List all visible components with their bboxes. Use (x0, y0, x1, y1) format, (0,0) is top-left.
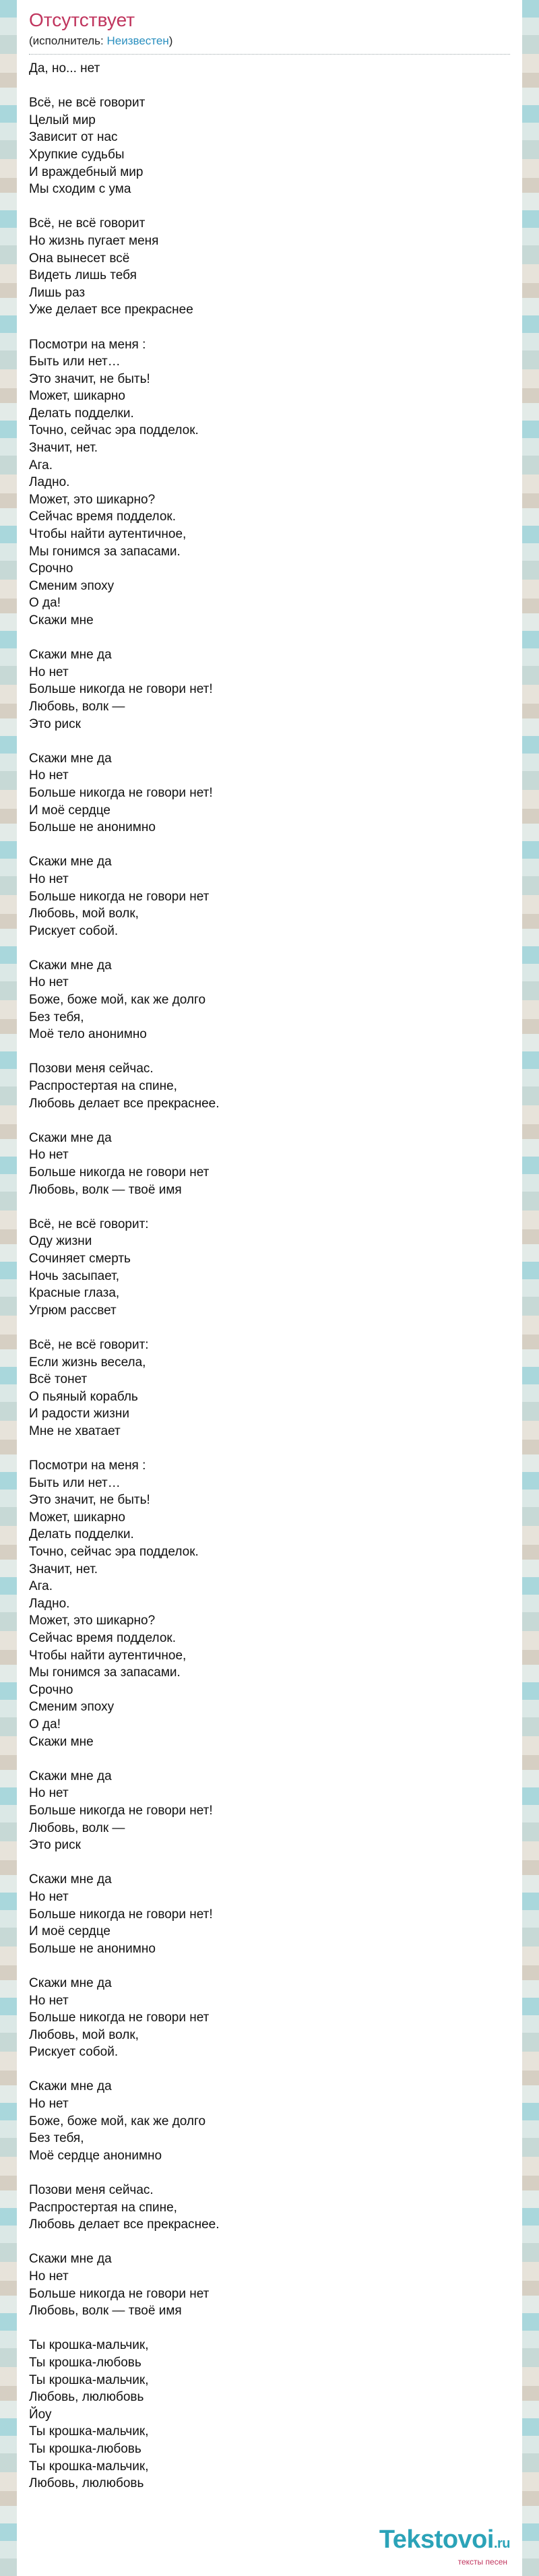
lyrics-line: О да! (29, 1717, 61, 1731)
lyrics-line: Сейчас время подделок. (29, 510, 177, 524)
lyrics-line: Но нет (29, 1148, 69, 1163)
lyrics-line: Мы гонимся за запасами. (29, 544, 181, 559)
lyrics-line: И радости жизни (29, 1407, 129, 1421)
lyrics-line: Любовь, волк — (29, 1820, 125, 1835)
lyrics-line: Уже делает все прекраснее (29, 303, 193, 317)
artist-prefix: (исполнитель: (29, 34, 107, 47)
lyrics-line: Мне не хватает (29, 1423, 121, 1438)
lyrics-stanza (29, 2078, 510, 2164)
lyrics-stanza (29, 1216, 510, 1320)
lyrics-line: Ты крошка-мальчик, (29, 2338, 149, 2353)
lyrics-line: Больше не анонимно (29, 1941, 156, 1956)
lyrics-line: Оду жизни (29, 1234, 92, 1249)
lyrics-line: Но нет (29, 975, 69, 990)
lyrics-line: Ты крошка-любовь (29, 2441, 141, 2456)
lyrics-line: Зависит от нас (29, 130, 118, 145)
lyrics-stanza (29, 60, 510, 78)
lyrics-line: Сменим эпоху (29, 1700, 115, 1715)
lyrics-line: Но нет (29, 1889, 69, 1904)
lyrics-line: Это риск (29, 1838, 81, 1853)
lyrics-line: Чтобы найти аутентичное, (29, 527, 187, 542)
lyrics-line: Скажи мне да (29, 1769, 112, 1783)
lyrics-line: Делать подделки. (29, 1527, 134, 1542)
logo-wordmark (379, 2526, 510, 2557)
lyrics-stanza (29, 1975, 510, 2061)
lyrics-line: Моё сердце анонимно (29, 2148, 162, 2163)
lyrics-body (17, 55, 522, 2492)
lyrics-line: Любовь делает все прекраснее. (29, 1096, 220, 1111)
lyrics-line: Распростертая на спине, (29, 2200, 177, 2215)
lyrics-stanza (29, 957, 510, 1043)
lyrics-line: Ты крошка-любовь (29, 2355, 141, 2370)
lyrics-line: Любовь, люлюбовь (29, 2476, 144, 2491)
lyrics-stanza (29, 1871, 510, 1957)
lyrics-line: Но нет (29, 871, 69, 886)
lyrics-line: Рискует собой. (29, 923, 119, 938)
song-header (17, 0, 522, 55)
lyrics-line: Любовь, мой волк, (29, 2027, 139, 2042)
lyrics-line: Больше никогда не говори нет! (29, 1907, 213, 1922)
lyrics-line: Ты крошка-мальчик, (29, 2372, 149, 2387)
lyrics-line: Моё тело анонимно (29, 1027, 147, 1042)
lyrics-line: Скажи мне да (29, 2079, 112, 2094)
lyrics-line: Больше никогда не говори нет (29, 2286, 210, 2301)
lyrics-stanza (29, 1768, 510, 1854)
lyrics-line: Посмотри на меня : (29, 337, 146, 352)
lyrics-line: Больше никогда не говори нет! (29, 1803, 213, 1818)
lyrics-line: Если жизнь весела, (29, 1355, 146, 1370)
lyrics-line: Может, это шикарно? (29, 492, 156, 507)
lyrics-line: Больше никогда не говори нет (29, 2011, 210, 2025)
lyrics-line: Ладно. (29, 1596, 70, 1611)
lyrics-line: Значит, нет. (29, 441, 98, 456)
lyrics-line: Она вынесет всё (29, 251, 130, 266)
lyrics-stanza (29, 1457, 510, 1750)
lyrics-stanza (29, 94, 510, 198)
lyrics-stanza (29, 2337, 510, 2492)
lyrics-line: Но нет (29, 2269, 69, 2283)
lyrics-line: Скажи мне да (29, 1872, 112, 1887)
lyrics-line: Больше не анонимно (29, 820, 156, 835)
artist-suffix: ) (168, 34, 173, 47)
lyrics-line: Без тебя, (29, 2131, 84, 2146)
lyrics-line: Угрюм рассвет (29, 1303, 117, 1318)
lyrics-line: Это значит, не быть! (29, 1493, 150, 1508)
lyrics-line: Ты крошка-мальчик, (29, 2459, 149, 2474)
lyrics-line: Ага. (29, 1579, 53, 1594)
lyrics-line: Быть или нет… (29, 355, 121, 369)
lyrics-line: Срочно (29, 1682, 73, 1697)
lyrics-line: Ты крошка-мальчик, (29, 2424, 149, 2439)
lyrics-stanza (29, 853, 510, 940)
lyrics-line: Целый мир (29, 113, 96, 127)
lyrics-line: Но нет (29, 1786, 69, 1801)
lyrics-line: Это значит, не быть! (29, 371, 150, 386)
lyrics-line: Да, но... нет (29, 61, 100, 75)
lyrics-line: Скажи мне да (29, 1975, 112, 1990)
lyrics-line: Но нет (29, 665, 69, 679)
logo-tld: .ru (493, 2536, 510, 2551)
lyrics-stanza (29, 1337, 510, 1440)
lyrics-line: Скажи мне да (29, 751, 112, 766)
lyrics-line: Сменим эпоху (29, 578, 115, 593)
lyrics-line: Без тебя, (29, 1010, 84, 1024)
logo-name: Tekstovoi (379, 2525, 494, 2554)
lyrics-line: Мы гонимся за запасами. (29, 1665, 181, 1680)
lyrics-line: Может, это шикарно? (29, 1614, 156, 1628)
lyrics-line: Ага. (29, 458, 53, 472)
lyrics-line: Всё, не всё говорит: (29, 1337, 149, 1352)
lyrics-line: Любовь, мой волк, (29, 907, 139, 921)
lyrics-line: Боже, боже мой, как же долго (29, 993, 206, 1008)
lyrics-line: Любовь, волк — твоё имя (29, 2304, 182, 2319)
song-title: Отсутствует (29, 9, 135, 30)
artist-line (29, 34, 510, 55)
logo-tagline: тексты песен (457, 2557, 507, 2567)
lyrics-line: Мы сходим с ума (29, 182, 131, 197)
lyrics-line: Значит, нет. (29, 1562, 98, 1576)
lyrics-line: Боже, боже мой, как же долго (29, 2114, 206, 2128)
lyrics-line: Любовь, люлюбовь (29, 2390, 144, 2405)
lyrics-line: Больше никогда не говори нет! (29, 682, 213, 697)
lyrics-line: И враждебный мир (29, 164, 144, 179)
lyrics-line: Но нет (29, 2097, 69, 2112)
lyrics-line: Всё, не всё говорит: (29, 1217, 149, 1231)
lyrics-line: Любовь, волк — твоё имя (29, 1182, 182, 1197)
lyrics-line: Распростертая на спине, (29, 1079, 177, 1094)
lyrics-line: Рискует собой. (29, 2045, 119, 2060)
lyrics-line: Скажи мне да (29, 1130, 112, 1145)
lyrics-line: И моё сердце (29, 803, 110, 818)
lyrics-line: Скажи мне да (29, 958, 112, 973)
site-logo[interactable] (379, 2526, 510, 2567)
lyrics-line: Ночь засыпает, (29, 1268, 120, 1283)
lyrics-line: Красные глаза, (29, 1286, 120, 1301)
lyrics-line: Видеть лишь тебя (29, 268, 137, 283)
lyrics-line: Скажи мне да (29, 855, 112, 869)
lyrics-line: Может, шикарно (29, 1510, 125, 1525)
lyrics-line: Быть или нет… (29, 1475, 121, 1490)
lyrics-line: Позови меня сейчас. (29, 2183, 154, 2198)
lyrics-line: И моё сердце (29, 1924, 110, 1939)
lyrics-line: Любовь, волк — (29, 699, 125, 714)
lyrics-line: Всё, не всё говорит (29, 216, 146, 231)
lyrics-line: О пьяный корабль (29, 1389, 138, 1404)
lyrics-line: Чтобы найти аутентичное, (29, 1648, 187, 1663)
lyrics-line: Больше никогда не говори нет (29, 1165, 210, 1179)
lyrics-line: Больше никогда не говори нет! (29, 785, 213, 800)
lyrics-line: Позови меня сейчас. (29, 1062, 154, 1076)
lyrics-line: Посмотри на меня : (29, 1459, 146, 1473)
lyrics-line: Сейчас время подделок. (29, 1631, 177, 1646)
lyrics-line: Лишь раз (29, 285, 86, 300)
lyrics-line: Делать подделки. (29, 406, 134, 421)
lyrics-line: Срочно (29, 561, 73, 576)
artist-link[interactable]: Неизвестен (106, 34, 169, 47)
lyrics-line: Любовь делает все прекраснее. (29, 2217, 220, 2232)
lyrics-line: Скажи мне (29, 613, 94, 627)
lyrics-stanza (29, 2182, 510, 2234)
lyrics-line: Но нет (29, 768, 69, 783)
lyrics-stanza (29, 215, 510, 319)
lyrics-line: Всё тонет (29, 1372, 88, 1387)
lyrics-line: Скажи мне да (29, 648, 112, 663)
lyrics-line: Скажи мне да (29, 2252, 112, 2267)
lyrics-stanza (29, 646, 510, 733)
lyrics-line: Но нет (29, 1993, 69, 2008)
lyrics-line: Точно, сейчас эра подделок. (29, 1545, 199, 1560)
lyrics-stanza (29, 1130, 510, 1198)
lyrics-line: Это риск (29, 716, 81, 731)
lyrics-line: Больше никогда не говори нет (29, 889, 210, 904)
lyrics-line: Сочиняет смерть (29, 1251, 131, 1266)
content-panel (17, 0, 522, 2576)
lyrics-line: О да! (29, 596, 61, 611)
lyrics-line: Скажи мне (29, 1734, 94, 1749)
lyrics-stanza (29, 750, 510, 836)
lyrics-line: Точно, сейчас эра подделок. (29, 423, 199, 438)
lyrics-stanza (29, 1060, 510, 1112)
lyrics-line: Ладно. (29, 475, 70, 490)
lyrics-stanza (29, 336, 510, 630)
lyrics-line: Хрупкие судьбы (29, 147, 125, 162)
lyrics-line: Может, шикарно (29, 389, 125, 404)
lyrics-stanza (29, 2250, 510, 2319)
lyrics-line: Всё, не всё говорит (29, 96, 146, 111)
lyrics-line: Но жизнь пугает меня (29, 233, 159, 248)
lyrics-line: Йоу (29, 2407, 52, 2422)
